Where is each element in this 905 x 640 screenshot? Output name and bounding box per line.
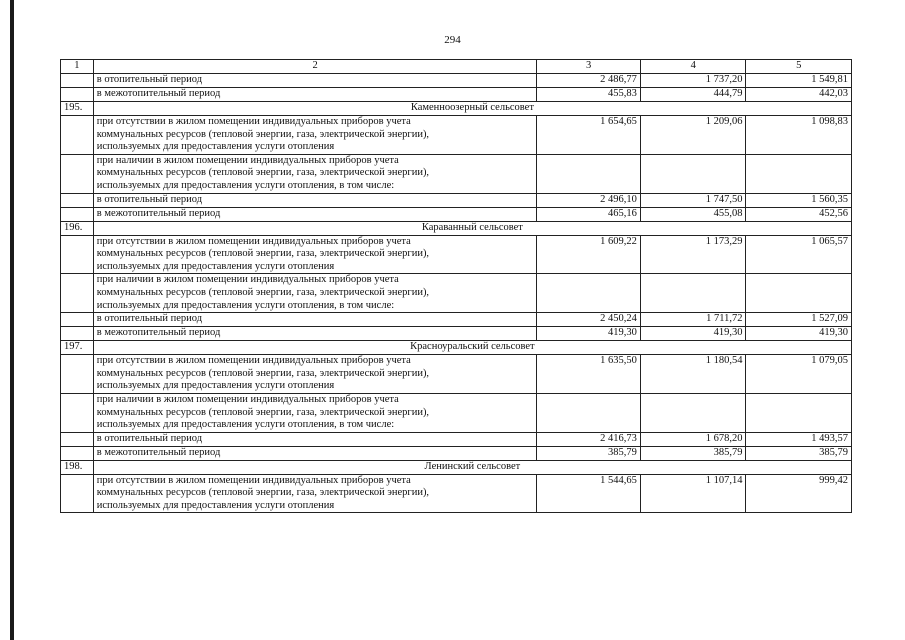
value-col-3: 2 416,73 <box>537 432 640 446</box>
description-line: используемых для предоставления услуги отопления, в том числе: <box>96 179 395 191</box>
description-line: коммунальных ресурсов (тепловой энергии, газа, электрической энергии), <box>96 367 430 379</box>
scan-edge <box>10 0 14 640</box>
table-row <box>61 313 852 327</box>
value-col-5: 385,79 <box>746 446 852 460</box>
row-description: в межотопительный период <box>93 446 537 460</box>
value-col-5: 1 549,81 <box>746 74 852 88</box>
value-col-4 <box>640 393 746 432</box>
row-description: в отопительный период <box>93 432 537 446</box>
row-number <box>61 393 94 432</box>
value-col-5: 1 560,35 <box>746 193 852 207</box>
table-row <box>61 193 852 207</box>
row-description <box>93 235 537 274</box>
value-col-3: 1 609,22 <box>537 235 640 274</box>
value-col-4: 1 180,54 <box>640 355 746 394</box>
column-header-1: 1 <box>61 60 94 74</box>
row-description: в отопительный период <box>93 74 537 88</box>
row-number <box>61 235 94 274</box>
row-description <box>93 274 537 313</box>
settlement-section-row <box>61 221 852 235</box>
description-line: используемых для предоставления услуги отопления <box>96 260 335 272</box>
row-description: в межотопительный период <box>93 88 537 102</box>
tariff-table <box>60 59 852 513</box>
row-number <box>61 474 94 513</box>
value-col-4: 1 173,29 <box>640 235 746 274</box>
row-number <box>61 327 94 341</box>
column-header-3: 3 <box>537 60 640 74</box>
description-line: используемых для предоставления услуги отопления, в том числе: <box>96 419 395 431</box>
row-description: в отопительный период <box>93 313 537 327</box>
table-row <box>61 88 852 102</box>
value-col-5 <box>746 393 852 432</box>
description-line: коммунальных ресурсов (тепловой энергии, газа, электрической энергии), <box>96 128 430 140</box>
row-number: 195. <box>61 102 94 116</box>
value-col-5: 1 098,83 <box>746 116 852 155</box>
settlement-name: Красноуральский сельсовет <box>93 341 851 355</box>
value-col-5 <box>746 274 852 313</box>
settlement-section-row <box>61 341 852 355</box>
row-number <box>61 116 94 155</box>
tariff-table-body <box>61 60 852 513</box>
settlement-section-row <box>61 460 852 474</box>
description-line: коммунальных ресурсов (тепловой энергии, газа, электрической энергии), <box>96 248 430 260</box>
value-col-5: 1 493,57 <box>746 432 852 446</box>
row-number <box>61 432 94 446</box>
description-line: при наличии в жилом помещении индивидуальных приборов учета <box>96 393 399 405</box>
table-row <box>61 393 852 432</box>
row-number: 197. <box>61 341 94 355</box>
description-line: используемых для предоставления услуги отопления <box>96 141 335 153</box>
value-col-4: 1 209,06 <box>640 116 746 155</box>
value-col-3: 1 544,65 <box>537 474 640 513</box>
table-row <box>61 154 852 193</box>
table-row <box>61 274 852 313</box>
value-col-4: 1 711,72 <box>640 313 746 327</box>
value-col-3 <box>537 393 640 432</box>
value-col-5: 1 079,05 <box>746 355 852 394</box>
page-number: 294 <box>444 34 461 46</box>
value-col-4: 419,30 <box>640 327 746 341</box>
description-line: при наличии в жилом помещении индивидуальных приборов учета <box>96 274 399 286</box>
value-col-4: 1 107,14 <box>640 474 746 513</box>
description-line: коммунальных ресурсов (тепловой энергии, газа, электрической энергии), <box>96 286 430 298</box>
value-col-5: 1 527,09 <box>746 313 852 327</box>
settlement-section-row <box>61 102 852 116</box>
value-col-4: 1 678,20 <box>640 432 746 446</box>
column-header-4: 4 <box>640 60 746 74</box>
description-line: коммунальных ресурсов (тепловой энергии, газа, электрической энергии), <box>96 487 430 499</box>
description-line: при отсутствии в жилом помещении индивидуальных приборов учета <box>96 235 411 247</box>
description-line: при отсутствии в жилом помещении индивидуальных приборов учета <box>96 355 411 367</box>
value-col-3: 2 496,10 <box>537 193 640 207</box>
value-col-4 <box>640 154 746 193</box>
column-number-header-row <box>61 60 852 74</box>
row-number <box>61 74 94 88</box>
settlement-name: Караванный сельсовет <box>93 221 851 235</box>
description-line: коммунальных ресурсов (тепловой энергии, газа, электрической энергии), <box>96 406 430 418</box>
row-description: в межотопительный период <box>93 327 537 341</box>
value-col-5: 442,03 <box>746 88 852 102</box>
row-number <box>61 88 94 102</box>
column-header-5: 5 <box>746 60 852 74</box>
row-number <box>61 274 94 313</box>
table-row <box>61 116 852 155</box>
value-col-3 <box>537 154 640 193</box>
row-number <box>61 193 94 207</box>
table-row <box>61 446 852 460</box>
value-col-4: 385,79 <box>640 446 746 460</box>
row-description <box>93 116 537 155</box>
settlement-name: Каменноозерный сельсовет <box>93 102 851 116</box>
row-number <box>61 355 94 394</box>
value-col-3: 455,83 <box>537 88 640 102</box>
description-line: при отсутствии в жилом помещении индивидуальных приборов учета <box>96 474 411 486</box>
value-col-4: 444,79 <box>640 88 746 102</box>
value-col-4: 1 747,50 <box>640 193 746 207</box>
column-header-2: 2 <box>93 60 537 74</box>
value-col-5: 1 065,57 <box>746 235 852 274</box>
description-line: при отсутствии в жилом помещении индивидуальных приборов учета <box>96 116 411 127</box>
value-col-3: 419,30 <box>537 327 640 341</box>
description-line: при наличии в жилом помещении индивидуальных приборов учета <box>96 154 399 166</box>
value-col-3 <box>537 274 640 313</box>
value-col-3: 385,79 <box>537 446 640 460</box>
description-line: используемых для предоставления услуги отопления <box>96 499 335 511</box>
value-col-5: 999,42 <box>746 474 852 513</box>
row-description <box>93 474 537 513</box>
row-number: 196. <box>61 221 94 235</box>
value-col-4: 455,08 <box>640 207 746 221</box>
row-number: 198. <box>61 460 94 474</box>
value-col-5: 419,30 <box>746 327 852 341</box>
value-col-3: 1 635,50 <box>537 355 640 394</box>
row-number <box>61 313 94 327</box>
table-row <box>61 474 852 513</box>
value-col-4: 1 737,20 <box>640 74 746 88</box>
description-line: используемых для предоставления услуги отопления, в том числе: <box>96 299 395 311</box>
table-row <box>61 207 852 221</box>
settlement-name: Ленинский сельсовет <box>93 460 851 474</box>
table-row <box>61 74 852 88</box>
row-number <box>61 154 94 193</box>
value-col-5: 452,56 <box>746 207 852 221</box>
row-description: в межотопительный период <box>93 207 537 221</box>
row-description <box>93 393 537 432</box>
table-row <box>61 235 852 274</box>
row-description <box>93 355 537 394</box>
table-row <box>61 355 852 394</box>
table-row <box>61 432 852 446</box>
value-col-4 <box>640 274 746 313</box>
table-row <box>61 327 852 341</box>
description-line: используемых для предоставления услуги отопления <box>96 380 335 392</box>
row-description: в отопительный период <box>93 193 537 207</box>
value-col-3: 2 486,77 <box>537 74 640 88</box>
row-description <box>93 154 537 193</box>
row-number <box>61 446 94 460</box>
description-line: коммунальных ресурсов (тепловой энергии, газа, электрической энергии), <box>96 167 430 179</box>
row-number <box>61 207 94 221</box>
value-col-3: 1 654,65 <box>537 116 640 155</box>
value-col-5 <box>746 154 852 193</box>
value-col-3: 465,16 <box>537 207 640 221</box>
value-col-3: 2 450,24 <box>537 313 640 327</box>
